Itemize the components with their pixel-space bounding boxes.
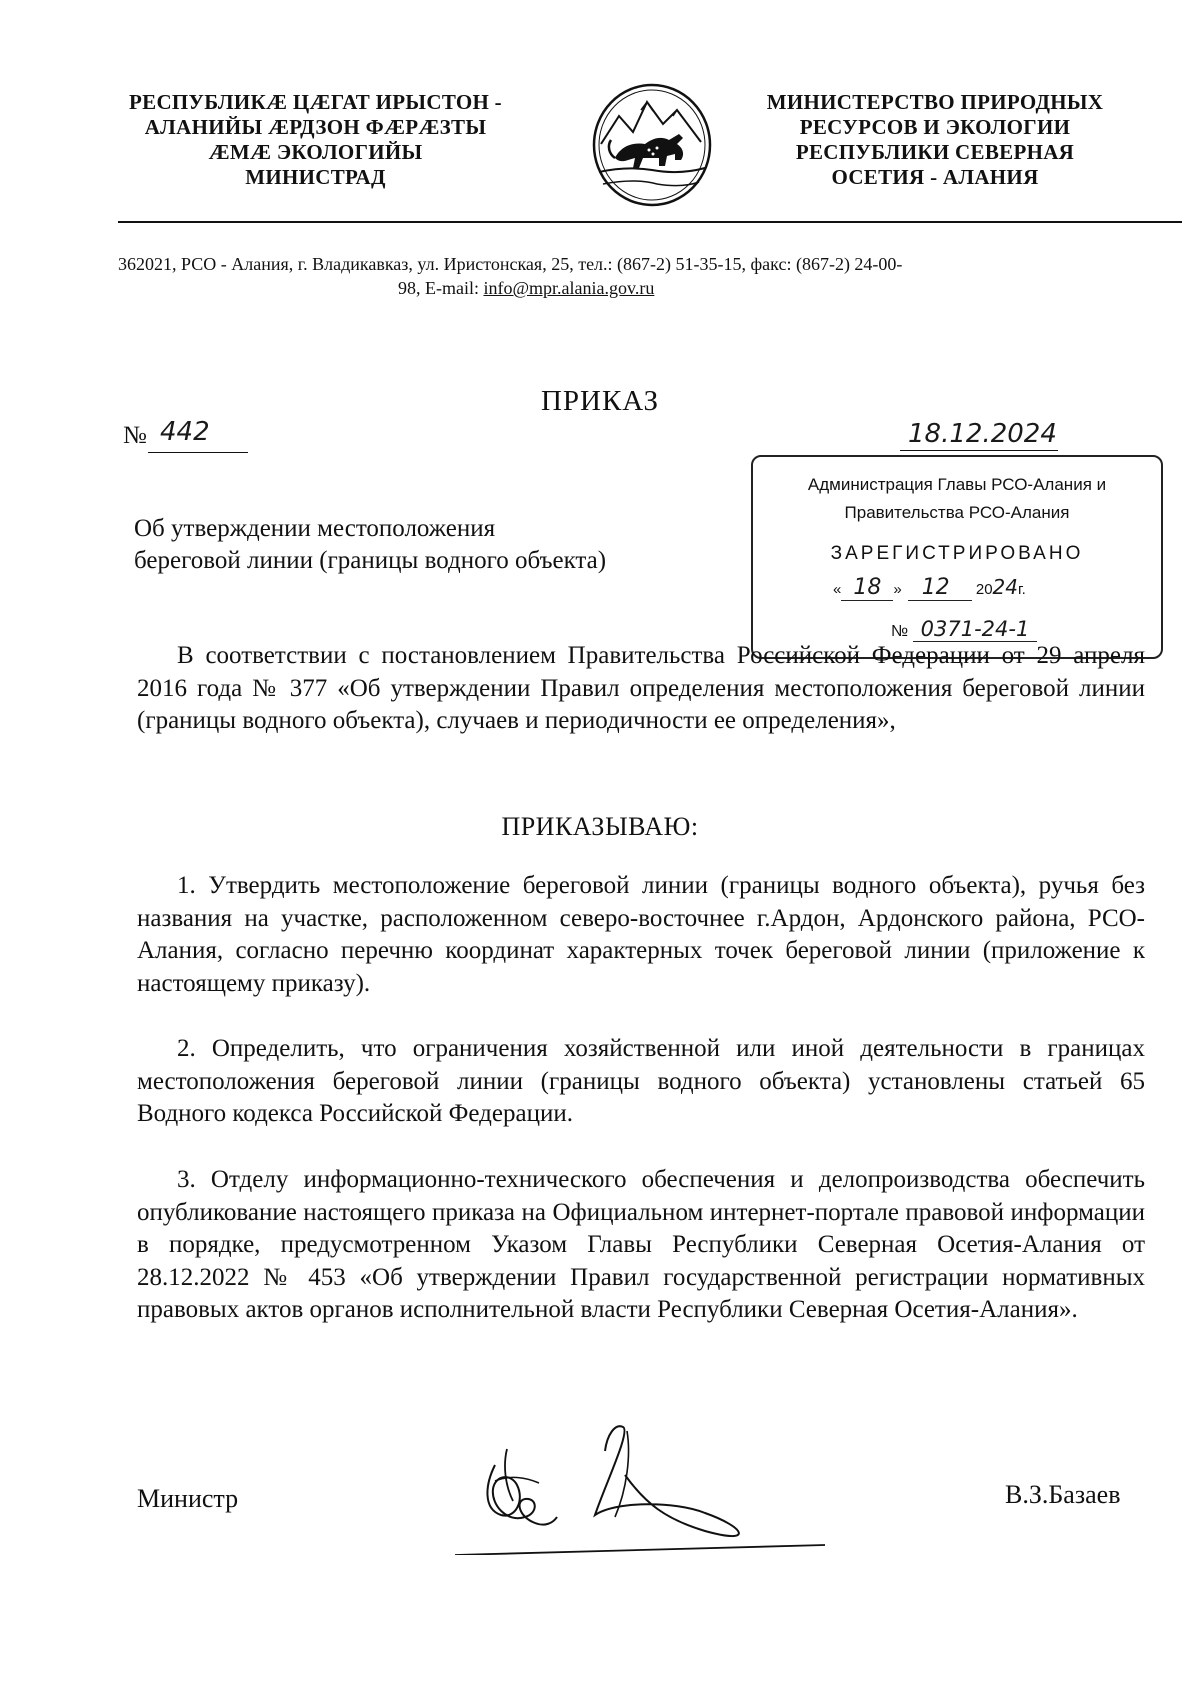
order-item-3: 3. Отделу информационно-технического обеспечения и делопроизводства обеспечить опубликование настоящего приказа на Официальном интернет-портале правовой информации в порядке, предусмотренном Указом Главы Республики Северная Осетия-Алания от 28.12.2022 № 453 «Об утверждении Правил государственной регистрации нормативных правовых актов органов исполнительной власти Республики Северная Осетия-Алания». bbox=[137, 1166, 1145, 1323]
intro-paragraph: В соответствии с постановлением Правительства Российской Федерации от 29 апреля 2016 года № 377 «Об утверждении Правил определения местоположения береговой линии (границы водного объекта), случаев и периодичности ее определения», bbox=[137, 642, 1145, 734]
signatory-title: Министр bbox=[137, 1484, 239, 1513]
coat-of-arms-leopard-icon bbox=[587, 80, 717, 208]
stamp-date: « 18 » 12 2024г. bbox=[833, 575, 1026, 600]
stamp-year-suffix: г. bbox=[1018, 581, 1026, 598]
header-left-line: МИНИСТРАД bbox=[245, 165, 386, 189]
header-left-line: АЛАНИЙЫ ÆРДЗОН ФÆРÆЗТЫ bbox=[144, 115, 487, 139]
stamp-reg-number bbox=[891, 617, 1037, 641]
header-right-line: РЕСПУБЛИКИ СЕВЕРНАЯ bbox=[795, 140, 1075, 164]
subject-line: береговой линии (границы водного объекта) bbox=[134, 547, 607, 574]
address-line: 362021, РСО - Алания, г. Владикавказ, ул. Иристонская, 25, тел.: (867-2) 51-35-15, факс: (867-2) 24-00- bbox=[118, 254, 903, 274]
stamp-reg-value: 0371-24-1 bbox=[913, 617, 1038, 642]
order-subject bbox=[134, 513, 606, 577]
subject-line: Об утверждении местоположения bbox=[134, 515, 496, 542]
document-title: ПРИКАЗ bbox=[540, 385, 660, 417]
header-right-line: ОСЕТИЯ - АЛАНИЯ bbox=[831, 165, 1039, 189]
address-line-email bbox=[398, 276, 654, 300]
stamp-month: 12 bbox=[908, 575, 972, 601]
handwritten-signature bbox=[455, 1405, 835, 1555]
stamp-day: 18 bbox=[841, 575, 893, 601]
orders-heading: ПРИКАЗЫВАЮ: bbox=[501, 812, 699, 841]
order-number-handwritten: 442 bbox=[160, 417, 210, 447]
header-right-russian bbox=[755, 90, 1115, 190]
signatory-name: В.З.Базаев bbox=[1005, 1480, 1121, 1509]
order-date-handwritten: 18.12.2024 bbox=[908, 419, 1057, 449]
stamp-reg-label: № bbox=[891, 623, 909, 640]
stamp-year-prefix: 20 bbox=[975, 581, 993, 598]
header-right-line: МИНИСТЕРСТВО ПРИРОДНЫХ bbox=[766, 90, 1104, 114]
header-left-line: РЕСПУБЛИКÆ ЦÆГАТ ИРЫСТОН - bbox=[129, 90, 502, 114]
stamp-line: Администрация Главы РСО-Алания и bbox=[807, 475, 1107, 494]
registration-stamp bbox=[751, 455, 1163, 659]
order-item-1: 1. Утвердить местоположение береговой линии (границы водного объекта), ручья без названия на участке, расположенном северо-восточнее г.Ардон, Ардонского района, РСО-Алания, согласно перечню координат характерных точек береговой линии (приложение к настоящему приказу). bbox=[137, 872, 1145, 997]
order-number-label: № bbox=[123, 422, 147, 449]
order-date-underline bbox=[900, 450, 1058, 451]
address-prefix: 98, E-mail: bbox=[398, 278, 484, 298]
stamp-year: 24 bbox=[992, 575, 1018, 599]
stamp-registered: ЗАРЕГИСТРИРОВАНО bbox=[830, 543, 1084, 564]
header-left-line: ÆМÆ ЭКОЛОГИЙЫ bbox=[208, 140, 423, 164]
header-right-line: РЕСУРСОВ И ЭКОЛОГИИ bbox=[799, 115, 1071, 139]
header-left-ossetian bbox=[118, 90, 513, 190]
order-item-2: 2. Определить, что ограничения хозяйственной или иной деятельности в границах местоположения береговой линии (границы водного объекта) установлены статьей 65 Водного кодекса Российской Федерации. bbox=[137, 1035, 1145, 1127]
header-divider bbox=[118, 221, 1182, 223]
order-number-underline bbox=[148, 452, 248, 453]
stamp-line: Правительства РСО-Алания bbox=[844, 503, 1070, 522]
email-link[interactable]: info@mpr.alania.gov.ru bbox=[483, 278, 655, 298]
